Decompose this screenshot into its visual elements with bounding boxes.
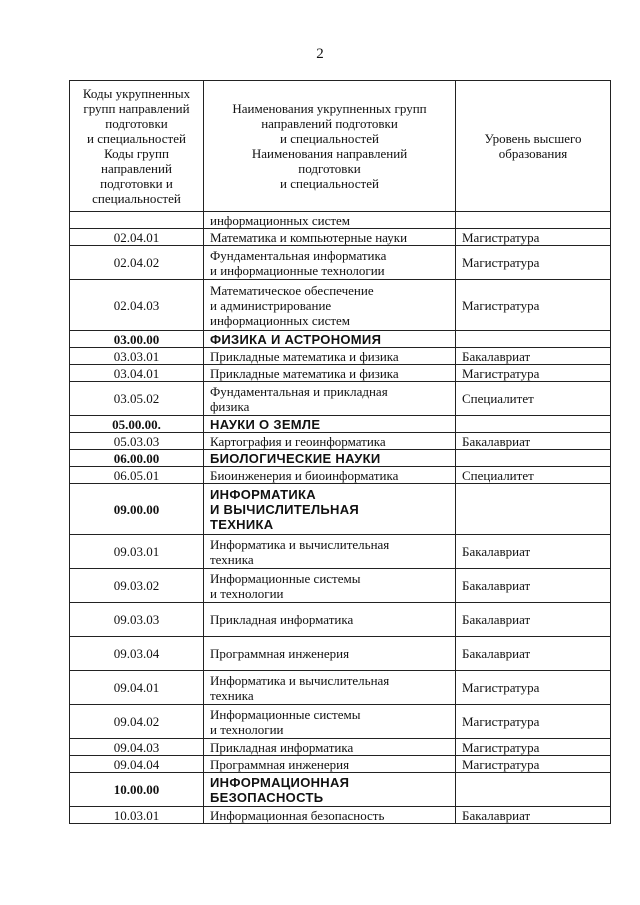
rows.4.name-line: ФИЗИКА И АСТРОНОМИЯ: [210, 331, 382, 347]
rows.7.name-line: Фундаментальная и прикладная: [210, 383, 388, 399]
table-row: [70, 705, 611, 739]
rows.18.name-line: Информационные системы: [210, 706, 361, 722]
level-cell: [456, 416, 611, 433]
level-cell: Магистратура: [456, 671, 611, 705]
table-row: [70, 467, 611, 484]
header.col2-line: и специальностей: [280, 176, 379, 191]
name-cell: [204, 671, 456, 705]
code-cell: 09.00.00: [70, 484, 204, 535]
rows.13.name-line: Информатика и вычислительная: [210, 536, 390, 552]
name-cell: [204, 705, 456, 739]
header.col2-line: подготовки: [298, 161, 361, 176]
rows.12.name-line: ТЕХНИКА: [210, 516, 274, 532]
name-cell: [204, 416, 456, 433]
table-row: [70, 382, 611, 416]
rows.5.name-line: Прикладные математика и физика: [210, 348, 399, 364]
name-cell: [204, 637, 456, 671]
name-cell: [204, 739, 456, 756]
code-cell: 03.03.01: [70, 348, 204, 365]
header.col2-line: и специальностей: [280, 131, 379, 146]
table-body: [70, 212, 611, 824]
code-cell: 10.03.01: [70, 807, 204, 824]
name-cell: [204, 246, 456, 280]
name-cell: [204, 450, 456, 467]
code-cell: 09.03.01: [70, 535, 204, 569]
code-cell: 03.00.00: [70, 331, 204, 348]
name-cell: [204, 773, 456, 807]
header.col1-line: подготовки и: [100, 176, 173, 191]
table-group-row: [70, 331, 611, 348]
rows.7.name-line: физика: [210, 398, 250, 414]
rows.17.name-line: Информатика и вычислительная: [210, 672, 390, 688]
header.col1-line: подготовки: [105, 116, 168, 131]
rows.2.name-line: Фундаментальная информатика: [210, 247, 387, 263]
table-header-row: [70, 81, 611, 212]
level-cell: [456, 331, 611, 348]
rows.8.name-line: НАУКИ О ЗЕМЛЕ: [210, 416, 321, 432]
table-row: [70, 246, 611, 280]
name-cell: [204, 467, 456, 484]
table-row: [70, 280, 611, 331]
code-cell: 03.05.02: [70, 382, 204, 416]
code-cell: 09.03.04: [70, 637, 204, 671]
table-row: [70, 603, 611, 637]
rows.16.name-line: Программная инженерия: [210, 646, 350, 661]
code-cell: 06.05.01: [70, 467, 204, 484]
header.col3-line: образования: [498, 146, 568, 161]
code-cell: 09.03.03: [70, 603, 204, 637]
table-group-row: [70, 450, 611, 467]
table-row: [70, 229, 611, 246]
header.col2-line: направлений подготовки: [261, 116, 398, 131]
level-cell: Бакалавриат: [456, 348, 611, 365]
level-cell: Магистратура: [456, 365, 611, 382]
name-cell: [204, 348, 456, 365]
name-cell: [204, 212, 456, 229]
code-cell: 02.04.02: [70, 246, 204, 280]
table-row: [70, 348, 611, 365]
rows.13.name-line: техника: [210, 551, 254, 567]
code-cell: [70, 212, 204, 229]
header.col2-line: Наименования направлений: [251, 146, 408, 161]
level-cell: Бакалавриат: [456, 569, 611, 603]
table-row: [70, 807, 611, 824]
rows.10.name-line: БИОЛОГИЧЕСКИЕ НАУКИ: [210, 450, 381, 466]
name-cell: [204, 484, 456, 535]
header.col1-line: направлений: [101, 161, 172, 176]
level-cell: Бакалавриат: [456, 433, 611, 450]
rows.9.name-line: Картография и геоинформатика: [210, 433, 386, 449]
rows.19.name-line: Прикладная информатика: [210, 739, 354, 755]
level-cell: Магистратура: [456, 705, 611, 739]
rows.21.name-line: ИНФОРМАЦИОННАЯ: [210, 774, 350, 790]
rows.12.name-line: И ВЫЧИСЛИТЕЛЬНАЯ: [210, 501, 360, 517]
rows.17.name-line: техника: [210, 687, 254, 703]
rows.12.name-line: ИНФОРМАТИКА: [210, 486, 316, 502]
table-row: [70, 212, 611, 229]
name-cell: [204, 365, 456, 382]
table-row: [70, 535, 611, 569]
code-cell: 06.00.00: [70, 450, 204, 467]
rows.2.name-line: и информационные технологии: [210, 262, 385, 278]
code-cell: 09.03.02: [70, 569, 204, 603]
table-group-row: [70, 773, 611, 807]
rows.22.name-line: Информационная безопасность: [210, 807, 385, 823]
level-cell: [456, 484, 611, 535]
rows.6.name-line: Прикладные математика и физика: [210, 365, 399, 381]
table-row: [70, 756, 611, 773]
code-cell: 09.04.03: [70, 739, 204, 756]
header.col1-line: групп направлений: [83, 101, 190, 116]
level-cell: Магистратура: [456, 739, 611, 756]
level-cell: Магистратура: [456, 280, 611, 331]
level-cell: [456, 773, 611, 807]
table-row: [70, 671, 611, 705]
rows.14.name-line: и технологии: [210, 585, 284, 601]
name-cell: [204, 382, 456, 416]
code-cell: 02.04.03: [70, 280, 204, 331]
level-cell: Магистратура: [456, 229, 611, 246]
header.col1-line: специальностей: [92, 191, 181, 206]
rows.11.name-line: Биоинженерия и биоинформатика: [210, 467, 399, 483]
level-cell: Бакалавриат: [456, 535, 611, 569]
header-level: [456, 81, 611, 212]
table-row: [70, 739, 611, 756]
code-cell: 09.04.02: [70, 705, 204, 739]
rows.1.name-line: Математика и компьютерные науки: [210, 229, 408, 245]
rows.14.name-line: Информационные системы: [210, 570, 361, 586]
name-cell: [204, 229, 456, 246]
header-names: [204, 81, 456, 212]
code-cell: 05.03.03: [70, 433, 204, 450]
rows.21.name-line: БЕЗОПАСНОСТЬ: [210, 789, 324, 805]
code-cell: 09.04.01: [70, 671, 204, 705]
header.col2-line: Наименования укрупненных групп: [232, 101, 427, 116]
table-row: [70, 569, 611, 603]
level-cell: Специалитет: [456, 467, 611, 484]
code-cell: 09.04.04: [70, 756, 204, 773]
level-cell: [456, 212, 611, 229]
header-codes: [70, 81, 204, 212]
code-cell: 10.00.00: [70, 773, 204, 807]
name-cell: [204, 569, 456, 603]
table-row: [70, 365, 611, 382]
page-number: 2: [316, 46, 324, 62]
header.col1-line: Коды групп: [104, 146, 169, 161]
header.col1-line: Коды укрупненных: [82, 86, 191, 101]
name-cell: [204, 535, 456, 569]
rows.15.name-line: Прикладная информатика: [210, 612, 354, 627]
name-cell: [204, 807, 456, 824]
table-row: [70, 637, 611, 671]
specialties-table: [69, 80, 611, 824]
level-cell: Магистратура: [456, 756, 611, 773]
code-cell: 05.00.00.: [70, 416, 204, 433]
name-cell: [204, 280, 456, 331]
table-row: [70, 433, 611, 450]
level-cell: Бакалавриат: [456, 637, 611, 671]
level-cell: Магистратура: [456, 246, 611, 280]
header.col1-line: и специальностей: [87, 131, 186, 146]
table-group-row: [70, 484, 611, 535]
level-cell: Специалитет: [456, 382, 611, 416]
table-group-row: [70, 416, 611, 433]
header.col3-line: Уровень высшего: [484, 131, 582, 146]
name-cell: [204, 331, 456, 348]
level-cell: [456, 450, 611, 467]
rows.3.name-line: информационных систем: [210, 312, 351, 328]
code-cell: 03.04.01: [70, 365, 204, 382]
level-cell: Бакалавриат: [456, 603, 611, 637]
rows.3.name-line: и администрирование: [210, 297, 332, 313]
rows.3.name-line: Математическое обеспечение: [210, 282, 374, 298]
name-cell: [204, 756, 456, 773]
rows.0.name-line: информационных систем: [210, 212, 351, 228]
name-cell: [204, 433, 456, 450]
name-cell: [204, 603, 456, 637]
rows.20.name-line: Программная инженерия: [210, 756, 350, 772]
rows.18.name-line: и технологии: [210, 721, 284, 737]
code-cell: 02.04.01: [70, 229, 204, 246]
level-cell: Бакалавриат: [456, 807, 611, 824]
